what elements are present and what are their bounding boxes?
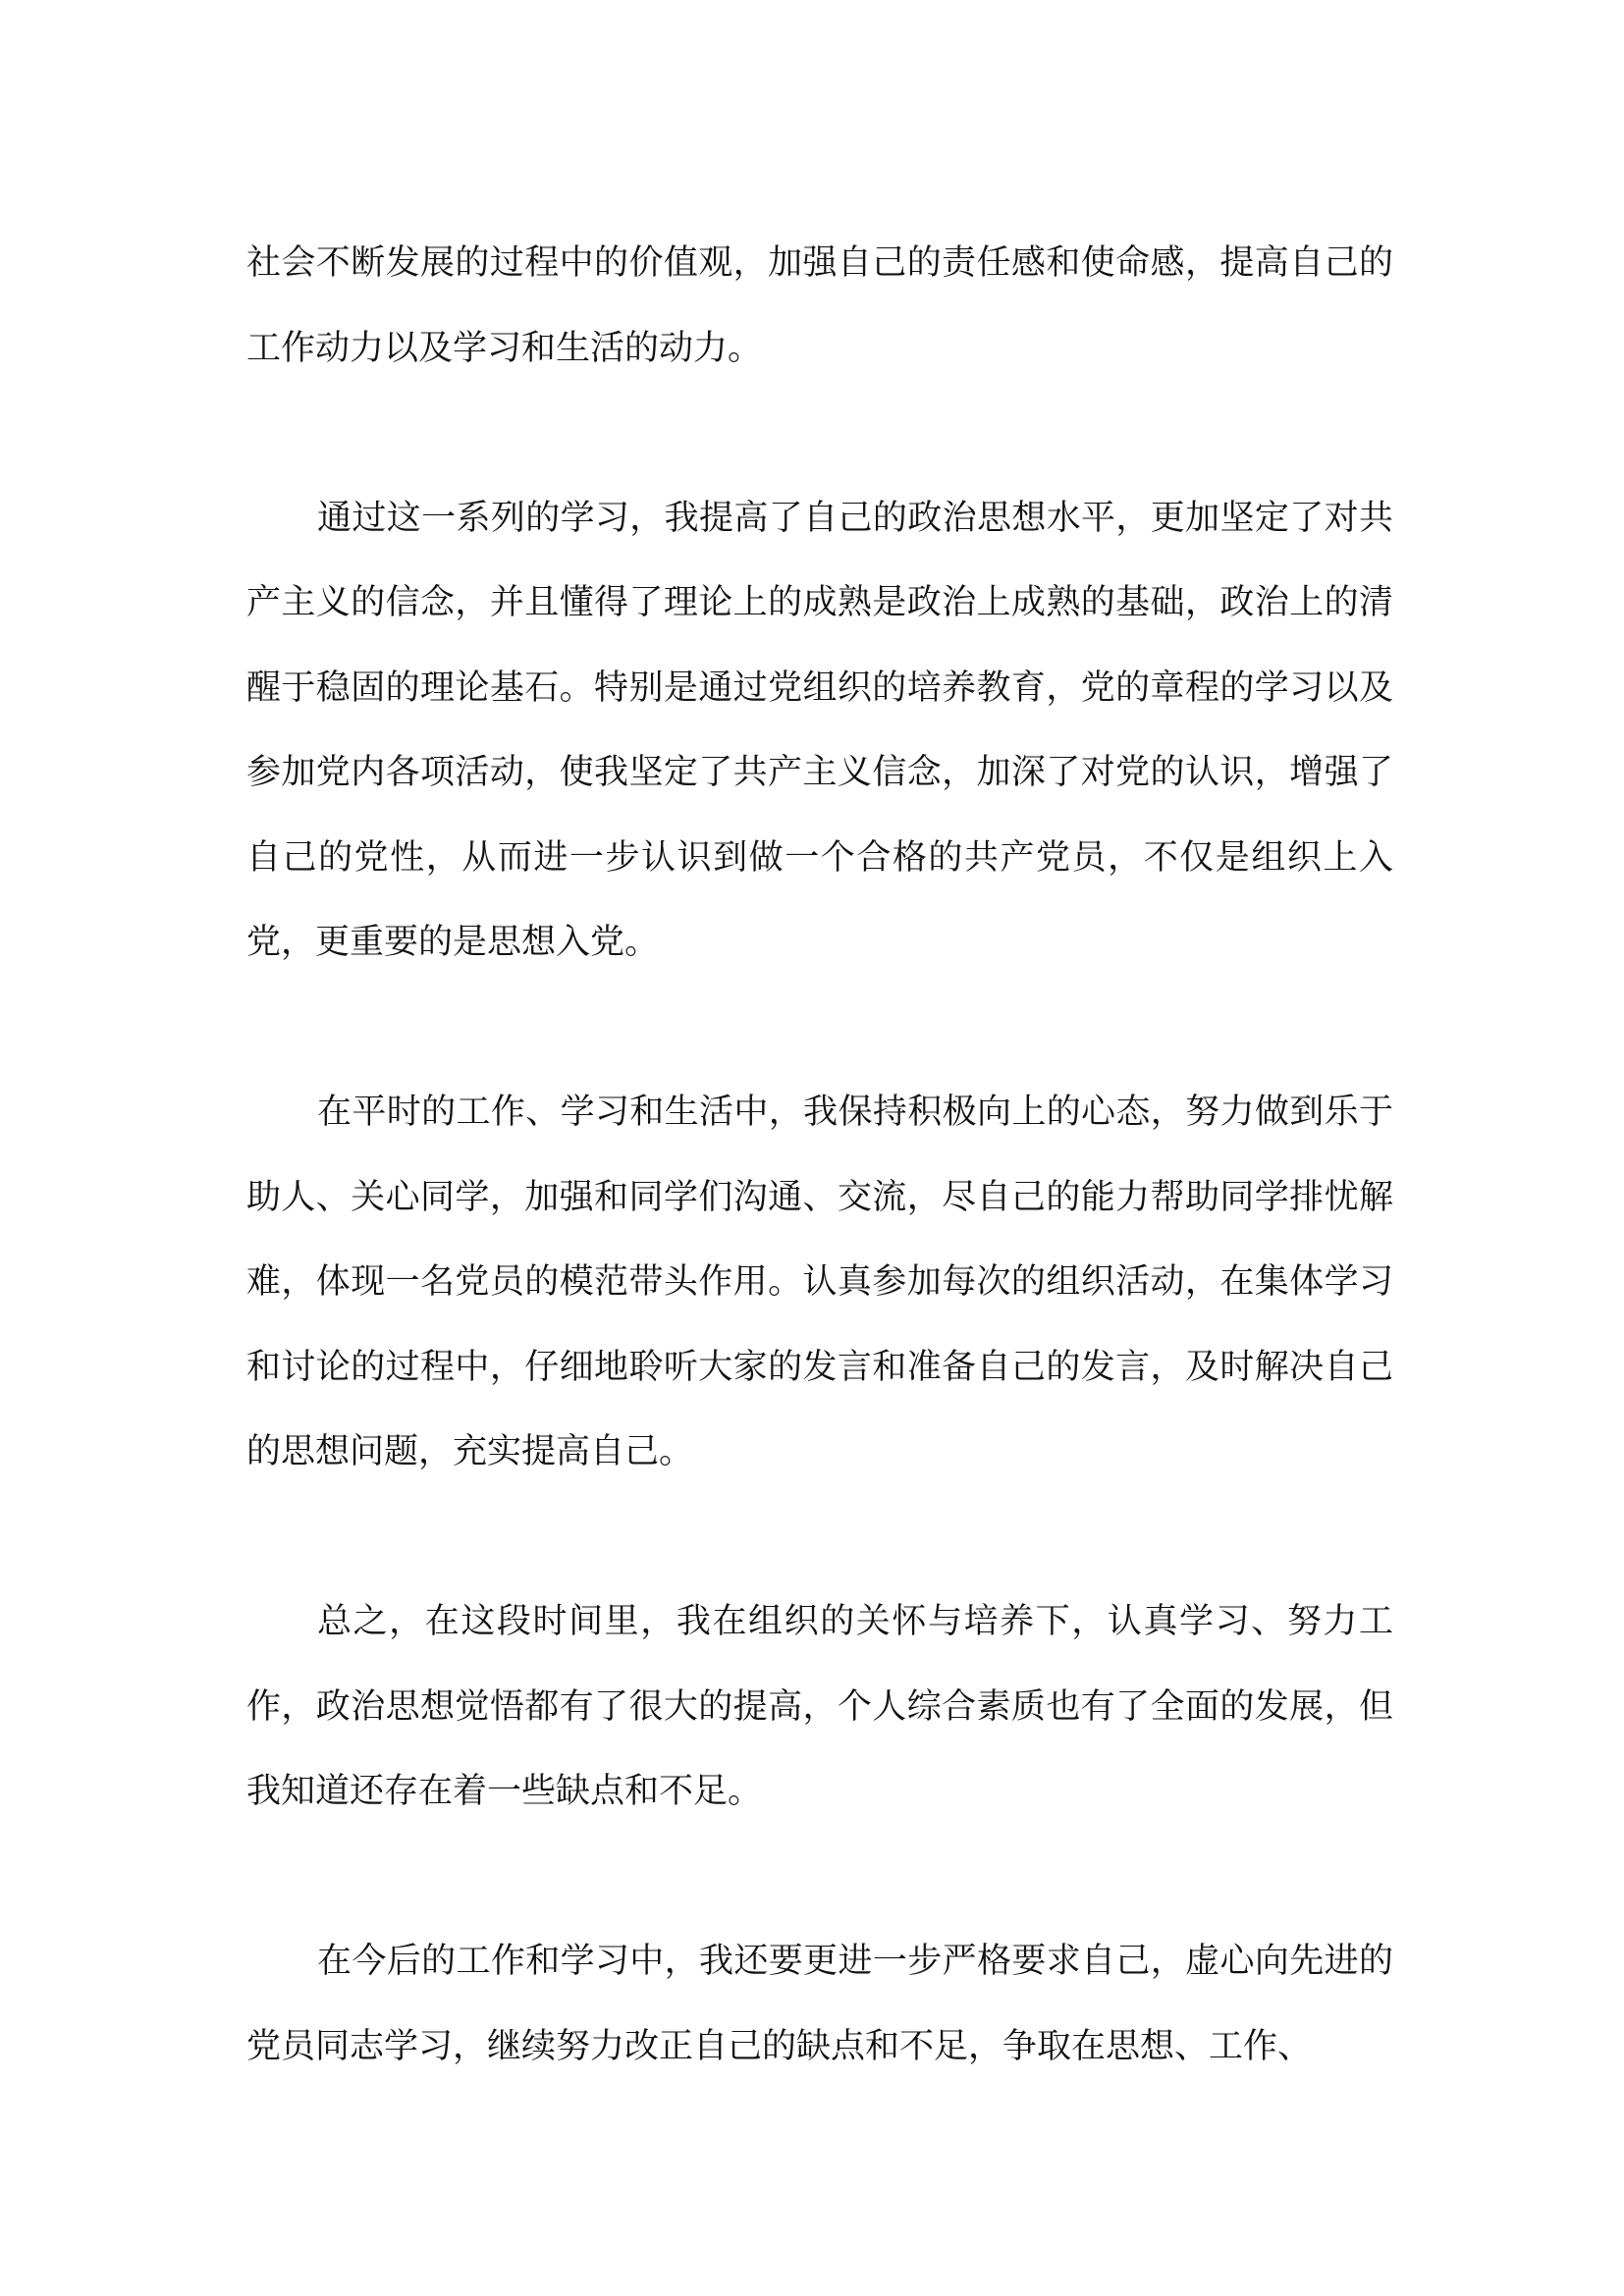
paragraph-daily-conduct: 在平时的工作、学习和生活中，我保持积极向上的心态，努力做到乐于助人、关心同学，加强和同学们沟通、交流，尽自己的能力帮助同学排忧解难，体现一名党员的模范带头作用。认真参加每次的组织活动，在集体学习和讨论的过程中，仔细地聆听大家的发言和准备自己的发言，及时解决自己的思想问题，充实提高自己。 xyxy=(246,1093,1393,1471)
document-body xyxy=(246,221,1393,2089)
paragraph-future-plan: 在今后的工作和学习中，我还要更进一步严格要求自己，虚心向先进的党员同志学习，继续努力改正自己的缺点和不足，争取在思想、工作、 xyxy=(246,1942,1393,2066)
paragraph-conclusion: 总之，在这段时间里，我在组织的关怀与培养下，认真学习、努力工作，政治思想觉悟都有了很大的提高，个人综合素质也有了全面的发展，但我知道还存在着一些缺点和不足。 xyxy=(246,1602,1393,1811)
paragraph-continuation: 社会不断发展的过程中的价值观，加强自己的责任感和使命感，提高自己的工作动力以及学习和生活的动力。 xyxy=(246,243,1393,368)
paragraph-study-summary: 通过这一系列的学习，我提高了自己的政治思想水平，更加坚定了对共产主义的信念，并且懂得了理论上的成熟是政治上成熟的基础，政治上的清醒于稳固的理论基石。特别是通过党组织的培养教育，党的章程的学习以及参加党内各项活动，使我坚定了共产主义信念，加深了对党的认识，增强了自己的党性，从而进一步认识到做一个合格的共产党员，不仅是组织上入党，更重要的是思想入党。 xyxy=(246,498,1393,962)
